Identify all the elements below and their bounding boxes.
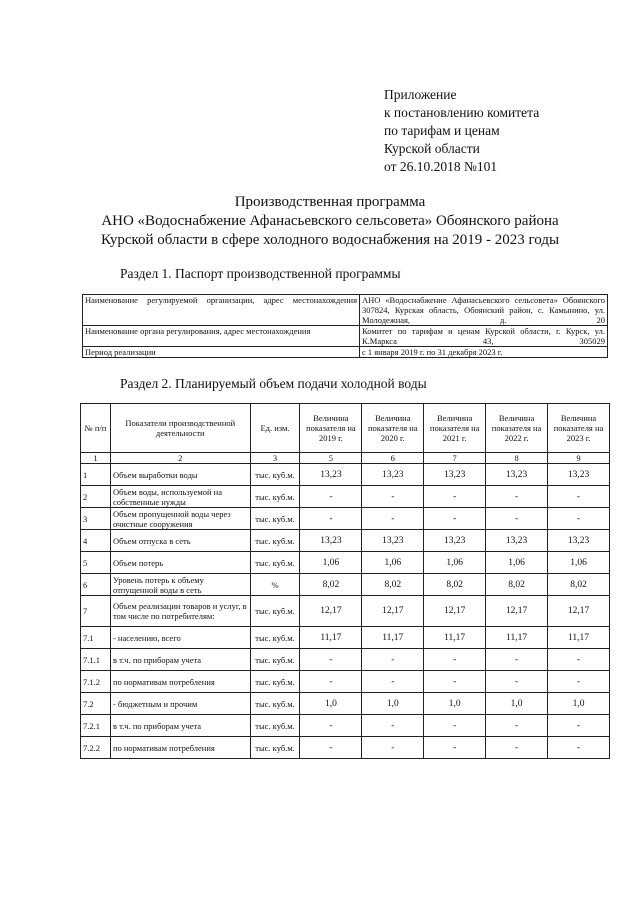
col-header-2019: Величина показателя на 2019 г. (300, 404, 362, 453)
row-value: 1,0 (300, 693, 362, 715)
row-unit: тыс. куб.м. (250, 552, 300, 574)
row-value: 1,06 (486, 552, 548, 574)
table-row (81, 486, 610, 508)
appendix-line: Приложение (384, 87, 457, 102)
row-value: 1,0 (424, 693, 486, 715)
column-number: 6 (362, 453, 424, 464)
title-line: АНО «Водоснабжение Афанасьевского сельсовета» Обоянского района (101, 213, 559, 229)
row-value: 13,23 (424, 464, 486, 486)
row-indicator: Объем воды, используемой на собственные нужды (110, 486, 250, 508)
col-header-2020: Величина показателя на 2020 г. (362, 404, 424, 453)
table-row (81, 693, 610, 715)
document-title (60, 193, 600, 250)
row-value: - (548, 508, 610, 530)
row-value: - (548, 671, 610, 693)
column-number: 1 (81, 453, 111, 464)
row-value: - (300, 508, 362, 530)
row-indicator: - бюджетным и прочим (110, 693, 250, 715)
column-number: 8 (486, 453, 548, 464)
passport-row (83, 326, 608, 347)
row-value: 13,23 (362, 464, 424, 486)
row-value: 1,0 (486, 693, 548, 715)
appendix-note (384, 86, 539, 176)
row-unit: тыс. куб.м. (250, 737, 300, 759)
section1-heading: Раздел 1. Паспорт производственной программы (120, 266, 401, 281)
row-value: - (486, 671, 548, 693)
row-value: 13,23 (548, 530, 610, 552)
row-value: 13,23 (486, 464, 548, 486)
col-header-2022: Величина показателя на 2022 г. (486, 404, 548, 453)
row-value: 11,17 (424, 627, 486, 649)
table-row (81, 596, 610, 627)
appendix-line: Курской области (384, 141, 480, 156)
table-row (81, 552, 610, 574)
row-value: 8,02 (362, 574, 424, 596)
row-value: 8,02 (486, 574, 548, 596)
row-indicator: Объем реализации товаров и услуг, в том числе по потребителям: (110, 596, 250, 627)
row-value: - (362, 737, 424, 759)
column-number: 2 (110, 453, 250, 464)
water-volume-table (80, 403, 610, 759)
row-value: - (548, 649, 610, 671)
row-value: - (362, 508, 424, 530)
row-value: - (300, 715, 362, 737)
row-unit: тыс. куб.м. (250, 530, 300, 552)
row-value: 12,17 (300, 596, 362, 627)
row-value: - (424, 649, 486, 671)
row-unit: тыс. куб.м. (250, 627, 300, 649)
table-row (81, 627, 610, 649)
table-row (81, 574, 610, 596)
row-value: 8,02 (300, 574, 362, 596)
row-value: 12,17 (486, 596, 548, 627)
row-indicator: по нормативам потребления (110, 737, 250, 759)
row-value: 12,17 (548, 596, 610, 627)
row-number: 7.1.2 (81, 671, 111, 693)
column-number: 9 (548, 453, 610, 464)
row-value: - (300, 671, 362, 693)
passport-label: Наименование регулируемой организации, адрес местонахождения (83, 295, 360, 326)
passport-value: Комитет по тарифам и ценам Курской области, г. Курск, ул. К.Маркса 43, 305029 (360, 326, 608, 347)
row-indicator: Уровень потерь к объему отпущенной воды в сеть (110, 574, 250, 596)
row-value: - (300, 649, 362, 671)
row-unit: тыс. куб.м. (250, 464, 300, 486)
table-row (81, 464, 610, 486)
col-header-number: № п/п (81, 404, 111, 453)
column-number-row (81, 453, 610, 464)
row-number: 7.2.2 (81, 737, 111, 759)
row-value: - (362, 715, 424, 737)
row-value: - (548, 715, 610, 737)
row-value: - (362, 486, 424, 508)
row-value: - (486, 649, 548, 671)
row-number: 3 (81, 508, 111, 530)
title-line: Курской области в сфере холодного водоснабжения на 2019 - 2023 годы (100, 232, 560, 248)
row-unit: тыс. куб.м. (250, 486, 300, 508)
table-header-row (81, 404, 610, 453)
row-unit: тыс. куб.м. (250, 508, 300, 530)
table-row (81, 508, 610, 530)
row-value: 1,0 (548, 693, 610, 715)
row-number: 7 (81, 596, 111, 627)
table-row (81, 530, 610, 552)
row-value: 1,0 (362, 693, 424, 715)
row-unit: тыс. куб.м. (250, 596, 300, 627)
row-value: - (424, 671, 486, 693)
row-value: 13,23 (548, 464, 610, 486)
col-header-indicator: Показатели производственной деятельности (110, 404, 250, 453)
row-value: - (362, 671, 424, 693)
row-number: 5 (81, 552, 111, 574)
row-value: 13,23 (300, 464, 362, 486)
row-indicator: Объем пропущенной воды через очистные сооружения (110, 508, 250, 530)
row-indicator: Объем отпуска в сеть (110, 530, 250, 552)
row-indicator: по нормативам потребления (110, 671, 250, 693)
row-value: 11,17 (362, 627, 424, 649)
row-number: 7.2.1 (81, 715, 111, 737)
column-number: 3 (250, 453, 300, 464)
row-value: - (424, 486, 486, 508)
row-unit: тыс. куб.м. (250, 715, 300, 737)
table-row (81, 671, 610, 693)
row-number: 1 (81, 464, 111, 486)
row-number: 4 (81, 530, 111, 552)
row-value: - (300, 486, 362, 508)
row-value: 13,23 (486, 530, 548, 552)
row-value: 1,06 (548, 552, 610, 574)
row-value: 11,17 (300, 627, 362, 649)
row-value: 1,06 (362, 552, 424, 574)
col-header-unit: Ед. изм. (250, 404, 300, 453)
row-value: - (486, 508, 548, 530)
table-row (81, 649, 610, 671)
row-value: 8,02 (424, 574, 486, 596)
appendix-line: по тарифам и ценам (384, 123, 500, 138)
row-number: 7.1 (81, 627, 111, 649)
row-indicator: - населению, всего (110, 627, 250, 649)
column-number: 7 (424, 453, 486, 464)
section2-heading: Раздел 2. Планируемый объем подачи холодной воды (120, 376, 427, 391)
row-indicator: в т.ч. по приборам учета (110, 649, 250, 671)
row-value: - (486, 486, 548, 508)
row-number: 6 (81, 574, 111, 596)
passport-label: Наименование органа регулирования, адрес местонахождения (83, 326, 360, 347)
title-line: Производственная программа (234, 194, 426, 210)
row-value: - (548, 486, 610, 508)
row-value: 13,23 (300, 530, 362, 552)
row-value: - (300, 737, 362, 759)
passport-value: с 1 января 2019 г. по 31 декабря 2023 г. (360, 347, 608, 358)
row-value: 8,02 (548, 574, 610, 596)
row-value: - (548, 737, 610, 759)
row-value: 12,17 (424, 596, 486, 627)
appendix-date-line: от 26.10.2018 №101 (384, 159, 498, 174)
row-indicator: Объем потерь (110, 552, 250, 574)
row-value: - (424, 508, 486, 530)
row-value: 13,23 (424, 530, 486, 552)
passport-table (82, 294, 608, 358)
row-unit: тыс. куб.м. (250, 649, 300, 671)
row-value: 11,17 (548, 627, 610, 649)
table-row (81, 715, 610, 737)
row-indicator: Объем выработки воды (110, 464, 250, 486)
row-value: - (486, 715, 548, 737)
row-number: 7.2 (81, 693, 111, 715)
passport-label: Период реализации (83, 347, 360, 358)
row-value: 12,17 (362, 596, 424, 627)
row-indicator: в т.ч. по приборам учета (110, 715, 250, 737)
col-header-2023: Величина показателя на 2023 г. (548, 404, 610, 453)
row-value: - (486, 737, 548, 759)
row-value: 1,06 (300, 552, 362, 574)
passport-value: АНО «Водоснабжение Афанасьевского сельсовета» Обоянского 307824, Курская область, Обоянский район, с. Камынино, ул. Молодежная, д. 20 (360, 295, 608, 326)
row-value: 11,17 (486, 627, 548, 649)
col-header-2021: Величина показателя на 2021 г. (424, 404, 486, 453)
column-number: 5 (300, 453, 362, 464)
row-value: - (424, 715, 486, 737)
row-number: 2 (81, 486, 111, 508)
row-value: 13,23 (362, 530, 424, 552)
row-value: - (362, 649, 424, 671)
row-unit: тыс. куб.м. (250, 693, 300, 715)
row-unit: % (250, 574, 300, 596)
appendix-line: к постановлению комитета (384, 105, 540, 120)
row-number: 7.1.1 (81, 649, 111, 671)
row-value: 1,06 (424, 552, 486, 574)
row-unit: тыс. куб.м. (250, 671, 300, 693)
passport-row (83, 347, 608, 358)
row-value: - (424, 737, 486, 759)
table-row (81, 737, 610, 759)
passport-row (83, 295, 608, 326)
